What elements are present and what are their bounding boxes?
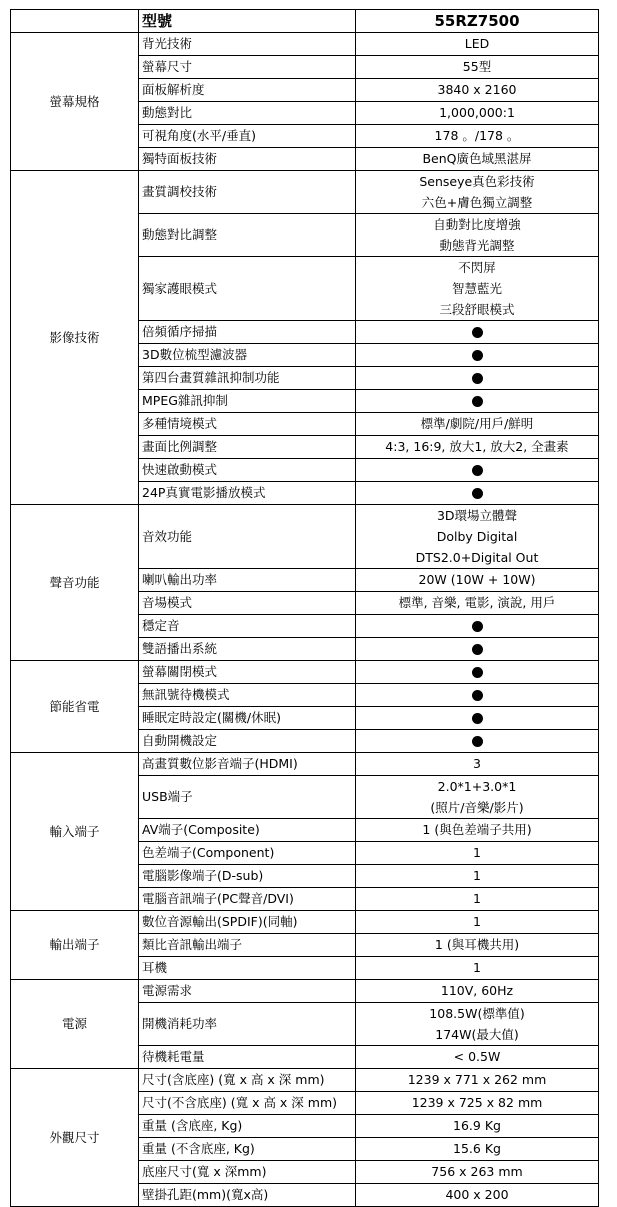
spec-value (356, 865, 599, 888)
spec-value-line: 108.5W(標準值) (429, 1006, 525, 1021)
category-cell: 影像技術 (11, 171, 139, 505)
spec-value-line: 1,000,000:1 (439, 105, 515, 120)
spec-value-line: 1 (與耳機共用) (434, 937, 520, 952)
category-cell: 外觀尺寸 (11, 1069, 139, 1207)
spec-value-line: 六色+膚色獨立調整 (421, 195, 533, 210)
spec-label: USB端子 (139, 776, 356, 819)
spec-value-line: 3840 x 2160 (437, 82, 517, 97)
spec-value (356, 102, 599, 125)
supported-dot-icon (472, 373, 483, 384)
category-cell: 輸入端子 (11, 753, 139, 911)
spec-value (356, 148, 599, 171)
supported-dot-icon (472, 350, 483, 361)
spec-value (356, 1161, 599, 1184)
spec-row (11, 505, 599, 569)
category-cell: 輸出端子 (11, 911, 139, 980)
spec-label: 待機耗電量 (139, 1046, 356, 1069)
spec-label: AV端子(Composite) (139, 819, 356, 842)
spec-value (356, 1092, 599, 1115)
category-cell: 節能省電 (11, 661, 139, 753)
spec-label: 第四台畫質雜訊抑制功能 (139, 367, 356, 390)
spec-value-line: 標準/劇院/用戶/鮮明 (420, 416, 534, 431)
spec-label: 耳機 (139, 957, 356, 980)
spec-value (356, 390, 599, 413)
spec-value (356, 171, 599, 214)
spec-label: 電腦影像端子(D-sub) (139, 865, 356, 888)
spec-value-line: 動態背光調整 (439, 238, 515, 253)
spec-value-line: 110V, 60Hz (440, 983, 514, 998)
spec-value (356, 482, 599, 505)
spec-value-line: 1 (473, 891, 481, 906)
spec-value (356, 615, 599, 638)
spec-label: 音場模式 (139, 592, 356, 615)
spec-label: 快速啟動模式 (139, 459, 356, 482)
spec-value-line: 4:3, 16:9, 放大1, 放大2, 全畫素 (385, 439, 569, 454)
spec-value-line: 智慧藍光 (451, 281, 502, 296)
spec-label: 多種情境模式 (139, 413, 356, 436)
spec-value (356, 459, 599, 482)
spec-label: 背光技術 (139, 33, 356, 56)
spec-row (11, 753, 599, 776)
spec-value (356, 367, 599, 390)
spec-value (356, 592, 599, 615)
spec-value-line: 1 (473, 845, 481, 860)
spec-value (356, 957, 599, 980)
spec-row (11, 911, 599, 934)
spec-label: 24P真實電影播放模式 (139, 482, 356, 505)
spec-label: 雙語播出系統 (139, 638, 356, 661)
spec-value (356, 33, 599, 56)
spec-value (356, 1046, 599, 1069)
spec-value (356, 1184, 599, 1207)
spec-value (356, 214, 599, 257)
spec-row (11, 33, 599, 56)
spec-label: 螢幕尺寸 (139, 56, 356, 79)
spec-value-line: 174W(最大值) (435, 1027, 519, 1042)
supported-dot-icon (472, 465, 483, 476)
spec-value (356, 753, 599, 776)
spec-label: 獨家護眼模式 (139, 257, 356, 321)
spec-label: 3D數位梳型濾波器 (139, 344, 356, 367)
spec-value-line: 1239 x 725 x 82 mm (411, 1095, 543, 1110)
spec-value (356, 257, 599, 321)
spec-value-line: (照片/音樂/影片) (430, 800, 524, 815)
spec-value (356, 1138, 599, 1161)
spec-value (356, 125, 599, 148)
spec-value (356, 819, 599, 842)
spec-value (356, 1069, 599, 1092)
spec-value (356, 569, 599, 592)
spec-value-line: 3 (473, 756, 481, 771)
spec-value (356, 934, 599, 957)
spec-value-line: 55型 (462, 59, 492, 74)
spec-value (356, 505, 599, 569)
spec-value (356, 1003, 599, 1046)
spec-row (11, 1069, 599, 1092)
spec-value-line: LED (464, 36, 490, 51)
spec-value-line: DTS2.0+Digital Out (415, 550, 539, 565)
spec-label: 類比音訊輸出端子 (139, 934, 356, 957)
spec-value-line: 1 (473, 914, 481, 929)
spec-value (356, 730, 599, 753)
header-spacer (11, 10, 139, 33)
supported-dot-icon (472, 644, 483, 655)
spec-value (356, 888, 599, 911)
spec-table (10, 9, 599, 1207)
supported-dot-icon (472, 690, 483, 701)
spec-value (356, 79, 599, 102)
spec-label: 電源需求 (139, 980, 356, 1003)
spec-value-line: 1239 x 771 x 262 mm (407, 1072, 547, 1087)
supported-dot-icon (472, 396, 483, 407)
spec-label: 面板解析度 (139, 79, 356, 102)
spec-value-line: 15.6 Kg (453, 1141, 501, 1156)
category-cell: 聲音功能 (11, 505, 139, 661)
spec-row (11, 171, 599, 214)
spec-value-line: 16.9 Kg (453, 1118, 501, 1133)
category-cell: 電源 (11, 980, 139, 1069)
spec-value-line: < 0.5W (453, 1049, 501, 1064)
supported-dot-icon (472, 667, 483, 678)
spec-value (356, 436, 599, 459)
spec-value-line: Senseye真色彩技術 (419, 174, 535, 189)
spec-value-line: 自動對比度增強 (433, 217, 521, 232)
spec-value (356, 344, 599, 367)
spec-value-line: Dolby Digital (436, 529, 518, 544)
spec-value-line: 400 x 200 (445, 1187, 509, 1202)
spec-value-line: 1 (與色差端子共用) (422, 822, 532, 837)
spec-value (356, 684, 599, 707)
header-row (11, 10, 599, 33)
supported-dot-icon (472, 713, 483, 724)
spec-label: 穩定音 (139, 615, 356, 638)
spec-value-line: 2.0*1+3.0*1 (437, 779, 517, 794)
spec-value-line: 1 (473, 960, 481, 975)
spec-label: 高畫質數位影音端子(HDMI) (139, 753, 356, 776)
spec-label: 螢幕關閉模式 (139, 661, 356, 684)
spec-value-line: 標準, 音樂, 電影, 演說, 用戶 (398, 595, 556, 610)
spec-value-line: 20W (10W + 10W) (418, 572, 536, 587)
spec-label: 開機消耗功率 (139, 1003, 356, 1046)
spec-value (356, 842, 599, 865)
spec-label: 尺寸(不含底座) (寬 x 高 x 深 mm) (139, 1092, 356, 1115)
spec-value (356, 661, 599, 684)
spec-label: 倍頻循序掃描 (139, 321, 356, 344)
category-cell: 螢幕規格 (11, 33, 139, 171)
header-label: 型號 (139, 10, 356, 33)
spec-label: 重量 (含底座, Kg) (139, 1115, 356, 1138)
spec-value-line: 三段舒眼模式 (439, 302, 515, 317)
spec-label: 底座尺寸(寬 x 深mm) (139, 1161, 356, 1184)
spec-value (356, 707, 599, 730)
spec-value (356, 413, 599, 436)
spec-value (356, 638, 599, 661)
spec-value (356, 980, 599, 1003)
supported-dot-icon (472, 621, 483, 632)
spec-label: 尺寸(含底座) (寬 x 高 x 深 mm) (139, 1069, 356, 1092)
spec-label: 重量 (不含底座, Kg) (139, 1138, 356, 1161)
spec-label: 色差端子(Component) (139, 842, 356, 865)
spec-value-line: BenQ廣色域黑湛屏 (422, 151, 532, 166)
spec-row (11, 661, 599, 684)
spec-label: MPEG雜訊抑制 (139, 390, 356, 413)
spec-label: 畫質調校技術 (139, 171, 356, 214)
spec-value (356, 776, 599, 819)
spec-label: 壁掛孔距(mm)(寬x高) (139, 1184, 356, 1207)
supported-dot-icon (472, 327, 483, 338)
supported-dot-icon (472, 488, 483, 499)
spec-label: 自動開機設定 (139, 730, 356, 753)
header-model: 55RZ7500 (356, 10, 599, 33)
spec-value-line: 756 x 263 mm (431, 1164, 523, 1179)
spec-label: 喇叭輸出功率 (139, 569, 356, 592)
spec-label: 動態對比調整 (139, 214, 356, 257)
spec-label: 獨特面板技術 (139, 148, 356, 171)
supported-dot-icon (472, 736, 483, 747)
spec-value (356, 321, 599, 344)
spec-label: 睡眠定時設定(關機/休眠) (139, 707, 356, 730)
spec-value (356, 56, 599, 79)
spec-value-line: 不閃屏 (458, 260, 496, 275)
spec-label: 畫面比例調整 (139, 436, 356, 459)
spec-value-line: 1 (473, 868, 481, 883)
spec-label: 音效功能 (139, 505, 356, 569)
spec-label: 數位音源輸出(SPDIF)(同軸) (139, 911, 356, 934)
spec-label: 動態對比 (139, 102, 356, 125)
spec-value-line: 3D環場立體聲 (436, 508, 518, 523)
spec-value (356, 911, 599, 934)
spec-label: 無訊號待機模式 (139, 684, 356, 707)
spec-value (356, 1115, 599, 1138)
spec-label: 電腦音訊端子(PC聲音/DVI) (139, 888, 356, 911)
spec-row (11, 980, 599, 1003)
spec-label: 可視角度(水平/垂直) (139, 125, 356, 148)
spec-value-line: 178 。/178 。 (434, 128, 520, 143)
